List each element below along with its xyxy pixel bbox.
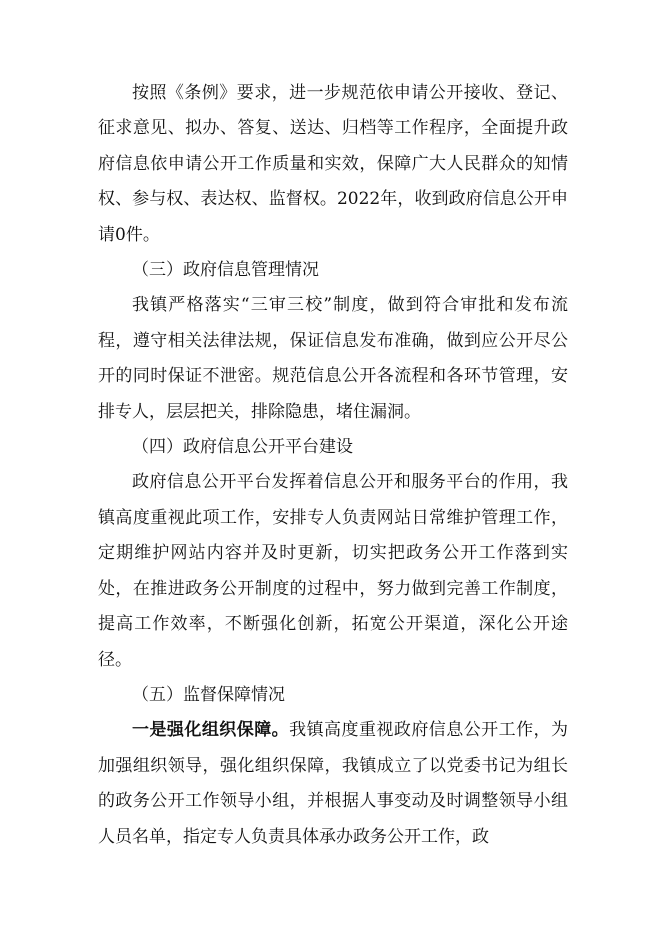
paragraph-platform-construction: 政府信息公开平台发挥着信息公开和服务平台的作用，我镇高度重视此项工作，安排专人负责网站日常维护管理工作，定期维护网站内容并及时更新，切实把政务公开工作落到实处，在推进政务公开制度的过程中，努力做到完善工作制度，提高工作效率，不断强化创新，拓宽公开渠道，深化公开途径。 — [98, 472, 568, 670]
paragraph-request-handling: 按照《条例》要求，进一步规范依申请公开接收、登记、征求意见、拟办、答复、送达、归档等工作程序，全面提升政府信息依申请公开工作质量和实效，保障广大人民群众的知情权、参与权、表达权、监督权。2022年，收到政府信息公开申请0件。 — [98, 83, 568, 245]
paragraph-body-text: 我镇高度重视政府信息公开工作，为加强组织领导，强化组织保障，我镇成立了以党委书记为组长的政务公开工作领导小组，并根据人事变动及时调整领导小组人员名单，指定专人负责具体承办政务公开工作，政 — [98, 720, 568, 847]
paragraph-lead-text: 一是强化组织保障。 — [132, 720, 290, 741]
document-body — [98, 76, 568, 855]
section-heading-platform-construction: （四）政府信息公开平台建设 — [132, 437, 353, 458]
paragraph-organization-guarantee — [98, 713, 568, 855]
section-heading-supervision: （五）监督保障情况 — [132, 684, 285, 705]
section-heading-info-management: （三）政府信息管理情况 — [132, 260, 319, 281]
paragraph-info-management: 我镇严格落实“三审三校”制度，做到符合审批和发布流程，遵守相关法律法规，保证信息发布准确，做到应公开尽公开的同时保证不泄密。规范信息公开各流程和各环节管理，安排专人，层层把关，排除隐患，堵住漏洞。 — [98, 295, 568, 422]
